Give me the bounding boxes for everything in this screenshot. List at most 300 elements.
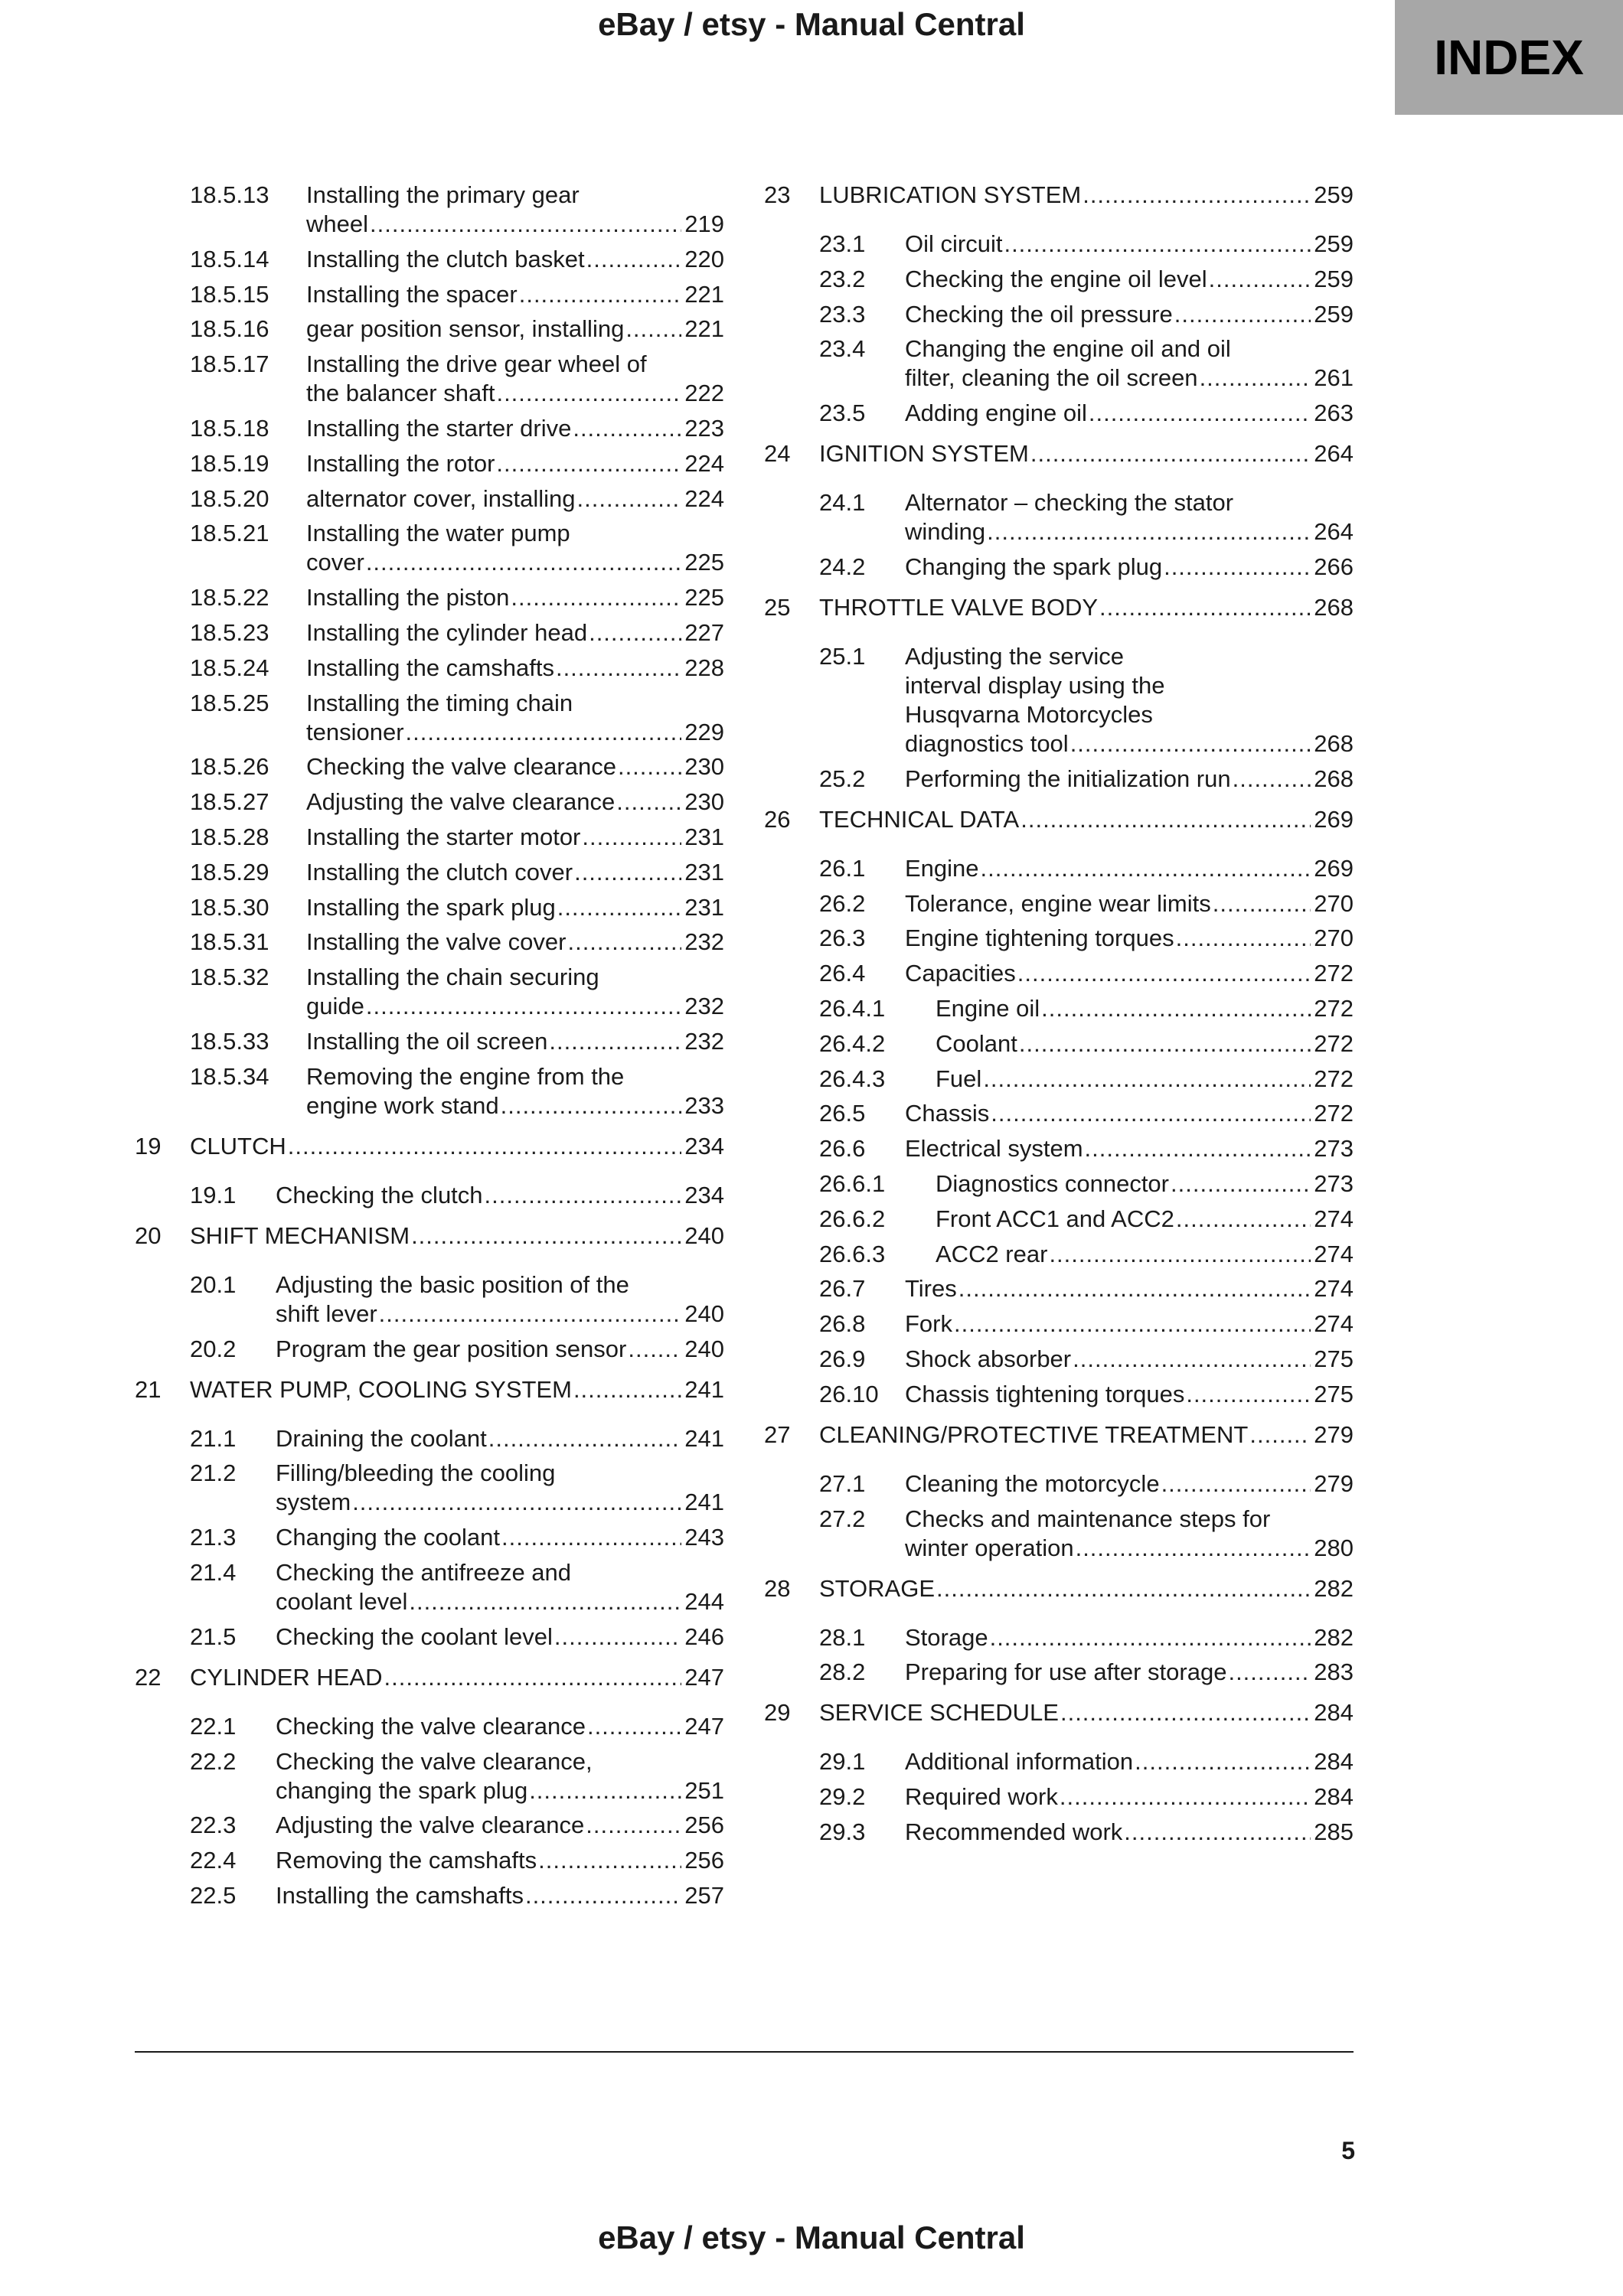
toc-entry[interactable]	[190, 654, 724, 683]
toc-page-number: 230	[684, 788, 724, 816]
toc-page-number: 234	[684, 1132, 724, 1159]
toc-entry-title: Front ACC1 and ACC2	[936, 1205, 1174, 1232]
toc-entry[interactable]	[190, 689, 724, 747]
toc-entry-title: Installing the clutch basket	[306, 245, 585, 272]
toc-page-number: 231	[684, 823, 724, 850]
toc-entry-title: Removing the camshafts	[276, 1847, 537, 1874]
toc-page-number: 259	[1314, 230, 1354, 257]
toc-entry-number: 27.1	[819, 1469, 866, 1497]
toc-entry-title: guide	[306, 993, 364, 1020]
toc-entry[interactable]	[190, 484, 724, 514]
toc-entry-title: Program the gear position sensor	[276, 1335, 627, 1362]
toc-entry-title: Filling/bleeding the cooling	[276, 1459, 556, 1487]
toc-entry[interactable]	[819, 1169, 1354, 1199]
toc-entry-title: Installing the spark plug	[306, 893, 556, 921]
toc-page-number: 243	[684, 1524, 724, 1551]
toc-entry[interactable]	[819, 1134, 1354, 1163]
dot-leader	[1004, 230, 1311, 259]
toc-entry-title: engine work stand	[306, 1091, 499, 1119]
dot-leader	[1030, 439, 1311, 468]
toc-entry[interactable]	[819, 1469, 1354, 1499]
toc-entry-title: Installing the timing chain	[306, 689, 573, 716]
toc-entry-number: 22.5	[190, 1881, 237, 1909]
dot-leader	[1161, 1469, 1311, 1499]
toc-entry-number: 26.5	[819, 1100, 866, 1127]
toc-entry-title: CYLINDER HEAD	[190, 1663, 383, 1691]
toc-entry-number: 23.1	[819, 230, 866, 257]
toc-entry-title: CLUTCH	[190, 1132, 286, 1159]
toc-entry[interactable]	[190, 1335, 724, 1364]
toc-entry[interactable]	[190, 1027, 724, 1056]
toc-chapter[interactable]	[135, 1663, 724, 1692]
toc-page-number: 247	[684, 1663, 724, 1691]
toc-page-number: 272	[1314, 1100, 1354, 1127]
toc-page-number: 279	[1314, 1469, 1354, 1497]
toc-page-number: 284	[1314, 1748, 1354, 1776]
dot-leader	[983, 1065, 1311, 1094]
toc-entry-title: Recommended work	[905, 1818, 1123, 1845]
toc-entry[interactable]	[819, 488, 1354, 546]
toc-entry[interactable]	[190, 181, 724, 239]
toc-entry-title: Chassis tightening torques	[905, 1380, 1185, 1407]
toc-page-number: 225	[684, 584, 724, 612]
toc-entry[interactable]	[190, 1881, 724, 1910]
dot-leader	[1124, 1818, 1311, 1847]
toc-entry-number: 18.5.32	[190, 964, 269, 991]
toc-entry[interactable]	[190, 519, 724, 577]
dot-leader	[384, 1663, 682, 1692]
toc-entry[interactable]	[819, 924, 1354, 953]
toc-entry-number: 21.4	[190, 1558, 237, 1586]
toc-entry-title: Installing the primary gear	[306, 181, 580, 208]
toc-entry[interactable]	[819, 1029, 1354, 1058]
toc-entry[interactable]	[190, 1459, 724, 1517]
toc-entry-title: SHIFT MECHANISM	[190, 1221, 410, 1249]
toc-page-number: 256	[684, 1847, 724, 1874]
dot-leader	[1083, 181, 1311, 210]
toc-entry-number: 26.2	[819, 889, 866, 917]
toc-chapter[interactable]	[764, 805, 1354, 834]
toc-entry-title: Changing the spark plug	[905, 553, 1163, 580]
toc-entry[interactable]	[819, 1818, 1354, 1847]
toc-entry[interactable]	[819, 854, 1354, 883]
toc-entry[interactable]	[819, 1065, 1354, 1094]
dot-leader	[501, 1091, 682, 1120]
toc-entry[interactable]	[190, 893, 724, 922]
toc-entry[interactable]	[190, 315, 724, 344]
dot-leader	[1073, 1345, 1311, 1374]
toc-chapter[interactable]	[135, 1375, 724, 1404]
toc-entry-number: 21	[135, 1375, 162, 1403]
toc-page-number: 270	[1314, 889, 1354, 917]
dot-leader	[1228, 1658, 1311, 1687]
dot-leader	[1070, 729, 1311, 758]
toc-entry-number: 28	[764, 1574, 791, 1602]
toc-entry-number: 26.6.2	[819, 1205, 886, 1232]
toc-entry-number: 21.3	[190, 1524, 237, 1551]
toc-entry[interactable]	[190, 1712, 724, 1741]
dot-leader	[954, 1309, 1311, 1339]
toc-entry-title: Required work	[905, 1783, 1058, 1811]
toc-page-number: 268	[1314, 593, 1354, 621]
toc-page-number: 274	[1314, 1205, 1354, 1232]
toc-entry-title: Draining the coolant	[276, 1424, 487, 1452]
toc-entry-title: wheel	[306, 210, 368, 237]
toc-entry-title: TECHNICAL DATA	[819, 805, 1020, 833]
toc-page-number: 240	[684, 1221, 724, 1249]
toc-entry[interactable]	[190, 963, 724, 1021]
toc-entry-number: 24.1	[819, 489, 866, 517]
page-number: 5	[1341, 2137, 1355, 2164]
dot-leader	[1076, 1534, 1311, 1563]
toc-page-number: 272	[1314, 994, 1354, 1022]
toc-chapter[interactable]	[764, 593, 1354, 622]
toc-entry-title: LUBRICATION SYSTEM	[819, 181, 1082, 208]
dot-leader	[1171, 1169, 1311, 1199]
toc-entry-number: 20	[135, 1221, 162, 1249]
toc-page-number: 270	[1314, 925, 1354, 952]
toc-entry-number: 25.1	[819, 642, 866, 670]
toc-entry-title: Tolerance, engine wear limits	[905, 889, 1211, 917]
toc-entry[interactable]	[819, 1782, 1354, 1812]
toc-entry[interactable]	[190, 414, 724, 443]
toc-entry-title: Installing the oil screen	[306, 1027, 548, 1055]
toc-entry[interactable]	[819, 1274, 1354, 1303]
dot-leader	[1019, 1029, 1311, 1058]
toc-entry-title: Oil circuit	[905, 230, 1003, 257]
toc-page-number: 273	[1314, 1169, 1354, 1197]
dot-leader	[406, 718, 682, 747]
toc-page-number: 251	[684, 1776, 724, 1804]
toc-entry-number: 21.1	[190, 1424, 237, 1452]
toc-entry-title: winter operation	[905, 1534, 1074, 1561]
toc-entry[interactable]	[819, 1240, 1354, 1269]
toc-page-number: 279	[1314, 1420, 1354, 1448]
toc-entry-title: Tires	[905, 1275, 957, 1303]
dot-leader	[1017, 959, 1311, 988]
toc-entry[interactable]	[819, 265, 1354, 294]
toc-entry[interactable]	[819, 959, 1354, 988]
toc-page-number: 257	[684, 1881, 724, 1909]
toc-entry-title: Checking the clutch	[276, 1181, 483, 1208]
toc-entry-title: Additional information	[905, 1748, 1134, 1776]
toc-chapter[interactable]	[764, 439, 1354, 468]
toc-entry[interactable]	[190, 245, 724, 274]
toc-entry-number: 18.5.27	[190, 788, 269, 816]
toc-page-number: 224	[684, 449, 724, 477]
toc-entry-number: 18.5.14	[190, 245, 269, 272]
toc-page-number: 280	[1314, 1534, 1354, 1561]
toc-page-number: 221	[684, 315, 724, 343]
toc-entry-title: ACC2 rear	[936, 1240, 1048, 1267]
dot-leader	[511, 583, 681, 612]
toc-entry[interactable]	[190, 788, 724, 817]
toc-entry-number: 26.1	[819, 854, 866, 882]
toc-entry-number: 18.5.26	[190, 753, 269, 781]
toc-entry[interactable]	[190, 1623, 724, 1652]
dot-leader	[582, 823, 681, 852]
toc-entry[interactable]	[190, 618, 724, 647]
toc-entry-title: Adjusting the service	[905, 642, 1125, 670]
toc-entry-number: 18.5.24	[190, 654, 269, 681]
toc-entry-title: CLEANING/PROTECTIVE TREATMENT	[819, 1420, 1249, 1448]
toc-entry-number: 26.4	[819, 960, 866, 987]
toc-chapter[interactable]	[764, 181, 1354, 210]
dot-leader	[567, 928, 681, 957]
dot-leader	[1213, 889, 1311, 918]
dot-leader	[488, 1424, 682, 1453]
toc-entry-number: 18.5.28	[190, 823, 269, 850]
toc-entry[interactable]	[190, 583, 724, 612]
dot-leader	[1041, 994, 1311, 1023]
toc-page-number: 282	[1314, 1623, 1354, 1651]
toc-entry[interactable]	[819, 765, 1354, 794]
toc-entry[interactable]	[819, 1099, 1354, 1128]
toc-entry-title: Installing the chain securing	[306, 964, 599, 991]
toc-page-number: 264	[1314, 440, 1354, 468]
toc-page-number: 244	[684, 1587, 724, 1615]
toc-page-number: 272	[1314, 1029, 1354, 1057]
toc-entry-number: 18.5.16	[190, 315, 269, 343]
dot-leader	[573, 1375, 681, 1404]
toc-entry-title: Installing the water pump	[306, 520, 570, 547]
toc-entry-number: 24.2	[819, 553, 866, 580]
dot-leader	[288, 1132, 682, 1161]
toc-entry-title: Fork	[905, 1310, 952, 1338]
toc-entry-number: 29.2	[819, 1783, 866, 1811]
toc-page-number: 285	[1314, 1818, 1354, 1845]
toc-entry-number: 25	[764, 593, 791, 621]
toc-entry[interactable]	[190, 858, 724, 887]
toc-page-number: 268	[1314, 765, 1354, 792]
toc-entry-number: 26.6.3	[819, 1240, 886, 1267]
toc-page-number: 231	[684, 893, 724, 921]
toc-chapter[interactable]	[764, 1698, 1354, 1727]
toc-page-number: 241	[684, 1489, 724, 1516]
dot-leader	[1089, 399, 1311, 428]
toc-entry-title: Installing the spacer	[306, 280, 518, 308]
toc-page-number: 282	[1314, 1574, 1354, 1602]
toc-entry[interactable]	[190, 280, 724, 309]
toc-page-number: 264	[1314, 518, 1354, 546]
toc-entry-title: STORAGE	[819, 1574, 936, 1602]
toc-entry-title: shift lever	[276, 1300, 377, 1327]
toc-entry-number: 18.5.18	[190, 414, 269, 442]
toc-entry-title: alternator cover, installing	[306, 484, 576, 512]
footer-divider	[135, 2051, 1354, 2053]
toc-entry-number: 21.5	[190, 1623, 237, 1650]
dot-leader	[411, 1221, 681, 1251]
toc-entry-number: 18.5.13	[190, 181, 269, 208]
toc-page-number: 241	[684, 1375, 724, 1403]
toc-page-number: 219	[684, 210, 724, 237]
toc-page-number: 246	[684, 1623, 724, 1650]
index-tab[interactable]: INDEX	[1395, 0, 1623, 115]
toc-entry[interactable]	[190, 1062, 724, 1120]
dot-leader	[618, 752, 681, 781]
toc-entry[interactable]	[190, 449, 724, 478]
toc-page-number: 247	[684, 1712, 724, 1740]
dot-leader	[1085, 1134, 1311, 1163]
toc-entry-title: filter, cleaning the oil screen	[905, 364, 1198, 392]
toc-entry-number: 18.5.31	[190, 928, 269, 956]
toc-entry-number: 22.4	[190, 1847, 237, 1874]
toc-entry[interactable]	[190, 1811, 724, 1840]
dot-leader	[991, 1099, 1311, 1128]
dot-leader	[586, 245, 682, 274]
toc-page-number: 231	[684, 858, 724, 885]
toc-entry[interactable]	[190, 752, 724, 781]
toc-entry[interactable]	[819, 889, 1354, 918]
toc-entry[interactable]	[190, 350, 724, 408]
toc-entry[interactable]	[819, 399, 1354, 428]
toc-chapter[interactable]	[135, 1132, 724, 1161]
toc-entry-title: Changing the coolant	[276, 1524, 501, 1551]
toc-entry-title: Checking the valve clearance	[276, 1712, 586, 1740]
toc-entry[interactable]	[190, 1270, 724, 1329]
toc-entry-title: Installing the camshafts	[276, 1881, 524, 1909]
toc-entry[interactable]	[819, 1205, 1354, 1234]
toc-entry-title: Adjusting the valve clearance	[276, 1812, 585, 1839]
toc-page-number: 275	[1314, 1380, 1354, 1407]
toc-entry-title: changing the spark plug	[276, 1776, 528, 1804]
dot-leader	[1233, 765, 1311, 794]
toc-entry-number: 18.5.15	[190, 280, 269, 308]
toc-entry[interactable]	[819, 1345, 1354, 1374]
toc-page-number: 229	[684, 718, 724, 745]
dot-leader	[586, 1811, 681, 1840]
dot-leader	[1176, 924, 1311, 953]
toc-entry-number: 18.5.19	[190, 449, 269, 477]
toc-entry-title: Fuel	[936, 1065, 982, 1092]
toc-entry-title: Preparing for use after storage	[905, 1658, 1227, 1686]
toc-entry-number: 18.5.20	[190, 484, 269, 512]
toc-entry-title: Installing the cylinder head	[306, 618, 588, 646]
toc-entry-title: Changing the engine oil and oil	[905, 335, 1231, 363]
toc-entry[interactable]	[819, 642, 1354, 758]
dot-leader	[616, 788, 681, 817]
toc-entry[interactable]	[819, 334, 1354, 393]
toc-entry-number: 19.1	[190, 1181, 237, 1208]
toc-entry[interactable]	[190, 1523, 724, 1552]
toc-entry[interactable]	[819, 1505, 1354, 1563]
dot-leader	[1186, 1380, 1311, 1409]
dot-leader	[625, 315, 681, 344]
toc-entry-number: 20.2	[190, 1335, 237, 1362]
toc-entry-title: interval display using the	[905, 671, 1165, 699]
toc-entry-number: 18.5.21	[190, 520, 269, 547]
toc-entry[interactable]	[190, 823, 724, 852]
dot-leader	[1099, 593, 1311, 622]
dot-leader	[1060, 1698, 1311, 1727]
dot-leader	[556, 654, 681, 683]
toc-entry[interactable]	[819, 300, 1354, 329]
toc-entry-number: 26.10	[819, 1380, 879, 1407]
dot-leader	[574, 858, 681, 887]
toc-entry-number: 26.4.1	[819, 994, 886, 1022]
dot-leader	[1176, 1205, 1311, 1234]
dot-leader	[352, 1488, 681, 1517]
toc-page-number: 259	[1314, 300, 1354, 328]
toc-entry-number: 26.3	[819, 925, 866, 952]
toc-page-number: 259	[1314, 181, 1354, 208]
toc-entry[interactable]	[190, 1747, 724, 1805]
toc-entry-number: 18.5.29	[190, 858, 269, 885]
toc-entry[interactable]	[819, 994, 1354, 1023]
toc-entry-title: IGNITION SYSTEM	[819, 440, 1029, 468]
toc-entry-title: cover	[306, 549, 364, 576]
dot-leader	[628, 1335, 681, 1364]
toc-page-number: 284	[1314, 1699, 1354, 1727]
toc-chapter[interactable]	[135, 1221, 724, 1251]
toc-entry-number: 20.1	[190, 1270, 237, 1298]
toc-page-number: 273	[1314, 1135, 1354, 1163]
toc-entry[interactable]	[819, 1747, 1354, 1776]
toc-entry-title: Installing the clutch cover	[306, 858, 573, 885]
dot-leader	[936, 1574, 1311, 1603]
dot-leader	[525, 1881, 681, 1910]
toc-entry-title: Installing the starter drive	[306, 414, 572, 442]
toc-entry[interactable]	[190, 1558, 724, 1616]
toc-entry-number: 29.1	[819, 1748, 866, 1776]
toc-entry[interactable]	[819, 1623, 1354, 1652]
dot-leader	[557, 893, 682, 922]
dot-leader	[1200, 364, 1311, 393]
toc-entry-number: 29	[764, 1699, 791, 1727]
toc-entry[interactable]	[819, 1658, 1354, 1687]
toc-page-number: 259	[1314, 265, 1354, 292]
toc-entry-number: 26.4.2	[819, 1029, 886, 1057]
dot-leader	[958, 1274, 1311, 1303]
dot-leader	[1049, 1240, 1311, 1269]
toc-page-number: 224	[684, 484, 724, 512]
toc-entry[interactable]	[190, 1181, 724, 1210]
toc-entry-number: 22.1	[190, 1712, 237, 1740]
toc-entry-title: gear position sensor, installing	[306, 315, 625, 343]
toc-entry-title: Installing the valve cover	[306, 928, 567, 956]
toc-entry[interactable]	[819, 1380, 1354, 1409]
dot-leader	[1135, 1747, 1311, 1776]
toc-entry[interactable]	[190, 1424, 724, 1453]
toc-page-number: 225	[684, 549, 724, 576]
toc-entry[interactable]	[190, 1846, 724, 1875]
toc-entry-title: Shock absorber	[905, 1345, 1072, 1372]
toc-entry[interactable]	[190, 928, 724, 957]
toc-entry[interactable]	[819, 1309, 1354, 1339]
toc-entry-title: the balancer shaft	[306, 380, 495, 407]
toc-entry-title: Checks and maintenance steps for	[905, 1505, 1271, 1532]
dot-leader	[370, 210, 681, 239]
toc-entry-title: Performing the initialization run	[905, 765, 1231, 792]
toc-page-number: 232	[684, 928, 724, 956]
toc-entry-title: SERVICE SCHEDULE	[819, 1699, 1059, 1727]
toc-page-number: 269	[1314, 854, 1354, 882]
toc-entry-title: diagnostics tool	[905, 729, 1069, 757]
dot-leader	[501, 1523, 681, 1552]
toc-entry[interactable]	[819, 553, 1354, 582]
toc-entry-number: 18.5.30	[190, 893, 269, 921]
toc-entry-number: 18.5.17	[190, 351, 269, 378]
toc-chapter[interactable]	[764, 1574, 1354, 1603]
footer-banner: eBay / etsy - Manual Central	[598, 2219, 1025, 2255]
toc-entry[interactable]	[819, 230, 1354, 259]
toc-entry-number: 18.5.22	[190, 584, 269, 612]
toc-entry-title: Installing the drive gear wheel of	[306, 351, 647, 378]
dot-leader	[366, 992, 681, 1021]
toc-chapter[interactable]	[764, 1420, 1354, 1450]
dot-leader	[589, 618, 681, 647]
dot-leader	[409, 1587, 681, 1616]
